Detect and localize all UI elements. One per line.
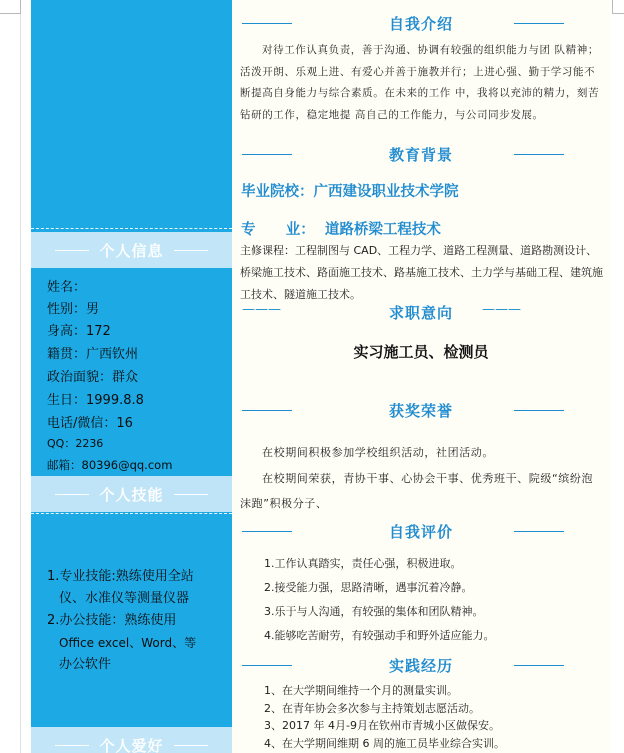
self-eval-header: [232, 519, 610, 543]
divider: [174, 250, 208, 251]
divider: [514, 665, 564, 666]
info-qq: QQ：2236: [47, 437, 104, 450]
job-intent-header: [232, 300, 610, 324]
divider: [174, 494, 208, 495]
divider: [514, 531, 564, 532]
info-name: 姓名：: [47, 280, 87, 295]
list-item: 1、在大学期间维持一个月的测量实训。: [264, 684, 458, 697]
experience-header: [232, 653, 610, 677]
skills-dash-line: [31, 513, 232, 514]
dash-right: ———: [482, 302, 521, 317]
list-item: 2、在青年协会多次参与主持策划志愿活动。: [264, 701, 480, 715]
experience-title: 实践经历: [388, 657, 453, 675]
divider: [514, 410, 564, 411]
divider: [55, 250, 89, 251]
divider: [174, 745, 208, 746]
photo-area: [31, 0, 232, 229]
skill-line: 1.专业技能:熟练使用全站: [47, 569, 194, 584]
list-item: 3.乐于与人沟通，有较强的集体和团队精神。: [264, 605, 484, 618]
sidebar: [31, 0, 232, 753]
education-header: [232, 142, 610, 166]
awards-p1: 在校期间积极参加学校组织活动，社团活动。: [262, 446, 494, 459]
experience-list: [264, 682, 505, 752]
awards-header: [232, 398, 610, 422]
crop-mark: [20, 0, 21, 14]
awards-title: 获奖荣誉: [388, 402, 453, 420]
hobbies-title: 个人爱好: [99, 736, 164, 753]
divider: [55, 494, 89, 495]
skill-line: 2.办公技能：熟练使用: [47, 613, 177, 628]
page-left-edge: [20, 14, 21, 753]
info-hometown: 籍贯：广西钦州: [47, 347, 139, 362]
dash-left: ———: [242, 302, 281, 317]
skill-line: 办公软件: [59, 657, 112, 672]
job-intent-title: 求职意向: [388, 304, 453, 322]
divider: [514, 23, 564, 24]
skill-line: 仪、水准仪等测量仪器: [59, 591, 190, 606]
skill-line: Office excel、Word、等: [59, 636, 197, 650]
skills-header: [31, 476, 232, 512]
self-eval-list: [264, 552, 495, 648]
skills-title: 个人技能: [99, 485, 164, 504]
self-intro-text: 对待工作认真负责，善于沟通、协调有较强的组织能力与团 队精神；活泼开朗、乐观上进、有爱心并善于施教并行；上进心强、勤于学习能不断提高自身能力与综合素质。在未来的工作 中，我将以充沛的精力，刻苦钻研的工作，稳定地提 高自己的工作能力，与公司同步发展。: [240, 44, 600, 121]
major: 专 业： 道路桥梁工程技术: [241, 222, 441, 238]
info-gender: 性别：男: [47, 302, 100, 317]
info-birthday: 生日：1999.8.8: [47, 393, 144, 408]
divider: [55, 745, 89, 746]
crop-mark: [0, 13, 20, 14]
personal-info-title: 个人信息: [99, 241, 164, 260]
info-phone: 电话/微信：16: [47, 416, 133, 431]
list-item: 1.工作认真踏实，责任心强，积极进取。: [264, 557, 462, 570]
self-intro-header: [232, 11, 610, 35]
list-item: 4、在大学期间维期 6 周的施工员毕业综合实训。: [264, 736, 505, 750]
skills-list: [47, 566, 227, 676]
self-intro-title: 自我介绍: [388, 15, 453, 33]
main-content: [232, 0, 610, 753]
info-height: 身高：172: [47, 324, 111, 339]
divider: [514, 154, 564, 155]
courses: 主修课程：工程制图与 CAD、工程力学、道路工程测量、道路勘测设计、桥梁施工技术、路面施工技术、路基施工技术、土力学与基础工程、建筑施工技术、隧道施工技术。: [240, 244, 603, 301]
crop-mark: [612, 13, 624, 14]
school: 毕业院校：广西建设职业技术学院: [241, 184, 459, 200]
personal-info-header: [31, 232, 232, 268]
job-intent-value: 实习施工员、检测员: [353, 343, 489, 361]
list-item: 4.能够吃苦耐劳，有较强动手和野外适应能力。: [264, 629, 495, 642]
awards-p2: 在校期间荣获，青协干事、心协会干事、优秀班干、院级“缤纷泡沫跑”积极分子、: [240, 472, 594, 510]
hobbies-header: [31, 727, 232, 753]
info-email: 邮箱：80396@qq.com: [47, 458, 173, 472]
list-item: 3、2017 年 4月-9月在钦州市青城小区做保安。: [264, 719, 500, 732]
info-political: 政治面貌：群众: [47, 370, 139, 385]
education-title: 教育背景: [388, 146, 453, 164]
self-eval-title: 自我评价: [388, 523, 453, 541]
crop-mark: [612, 0, 613, 14]
list-item: 2.接受能力强，思路清晰，遇事沉着冷静。: [264, 581, 473, 594]
